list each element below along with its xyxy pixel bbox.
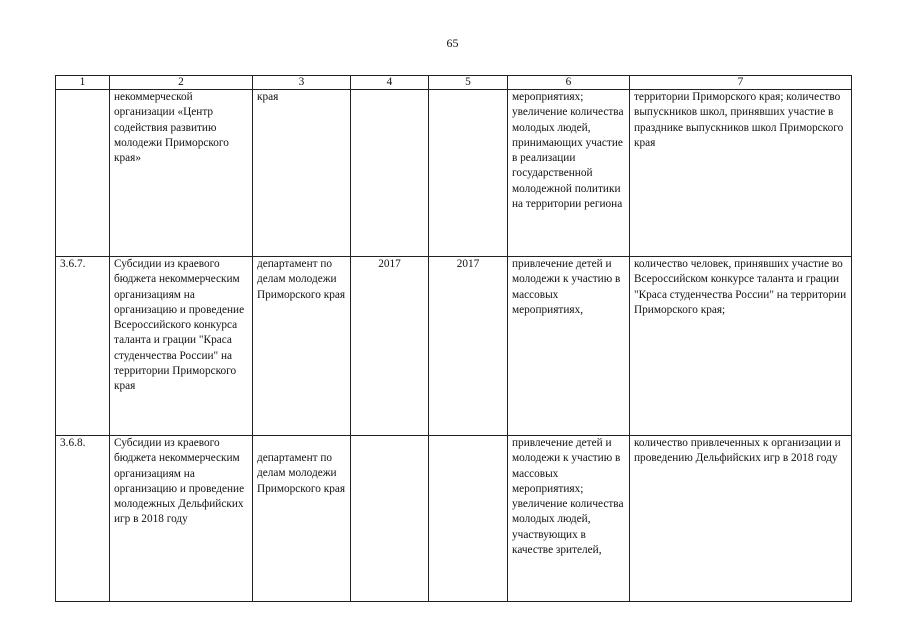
end-year: 2017 [429,257,508,436]
page-number: 65 [446,36,459,50]
executor: края [253,90,351,257]
start-year [351,90,429,257]
end-year [429,90,508,257]
header-col-7: 7 [630,76,852,90]
measure-name: некоммерческой организации «Центр содействия развитию молодежи Приморского края» [110,90,253,257]
row-number: 3.6.8. [56,436,110,602]
header-col-3: 3 [253,76,351,90]
table-row [56,436,852,602]
indicator: количество привлеченных к организации и проведению Дельфийских игр в 2018 году [630,436,852,602]
row-number [56,90,110,257]
program-table [55,75,852,602]
header-col-5: 5 [429,76,508,90]
header-col-2: 2 [110,76,253,90]
executor: департамент по делам молодежи Приморского края [253,257,351,436]
executor: департамент по делам молодежи Приморского края [253,436,351,602]
table-row [56,90,852,257]
end-year [429,436,508,602]
table-header [56,76,852,90]
header-col-6: 6 [508,76,630,90]
indicator: территории Приморского края; количество выпускников школ, принявших участие в празднике выпускников школ Приморского края [630,90,852,257]
row-number: 3.6.7. [56,257,110,436]
measure-name: Субсидии из краевого бюджета некоммерческим организациям на организацию и проведение Всероссийского конкурса таланта и грации "Краса студенчества России" на территории Приморского края [110,257,253,436]
start-year [351,436,429,602]
header-col-4: 4 [351,76,429,90]
table-row [56,257,852,436]
start-year: 2017 [351,257,429,436]
expected-result: мероприятиях; увеличение количества молодых людей, принимающих участие в реализации государственной молодежной политики на территории региона [508,90,630,257]
header-row [56,76,852,90]
indicator: количество человек, принявших участие во Всероссийском конкурсе таланта и грации "Краса студенчества России" на территории Приморского края; [630,257,852,436]
expected-result: привлечение детей и молодежи к участию в массовых мероприятиях; увеличение количества молодых людей, участвующих в качестве зрителей, [508,436,630,602]
expected-result: привлечение детей и молодежи к участию в массовых мероприятиях, [508,257,630,436]
measure-name: Субсидии из краевого бюджета некоммерческим организациям на организацию и проведение молодежных Дельфийских игр в 2018 году [110,436,253,602]
header-col-1: 1 [56,76,110,90]
